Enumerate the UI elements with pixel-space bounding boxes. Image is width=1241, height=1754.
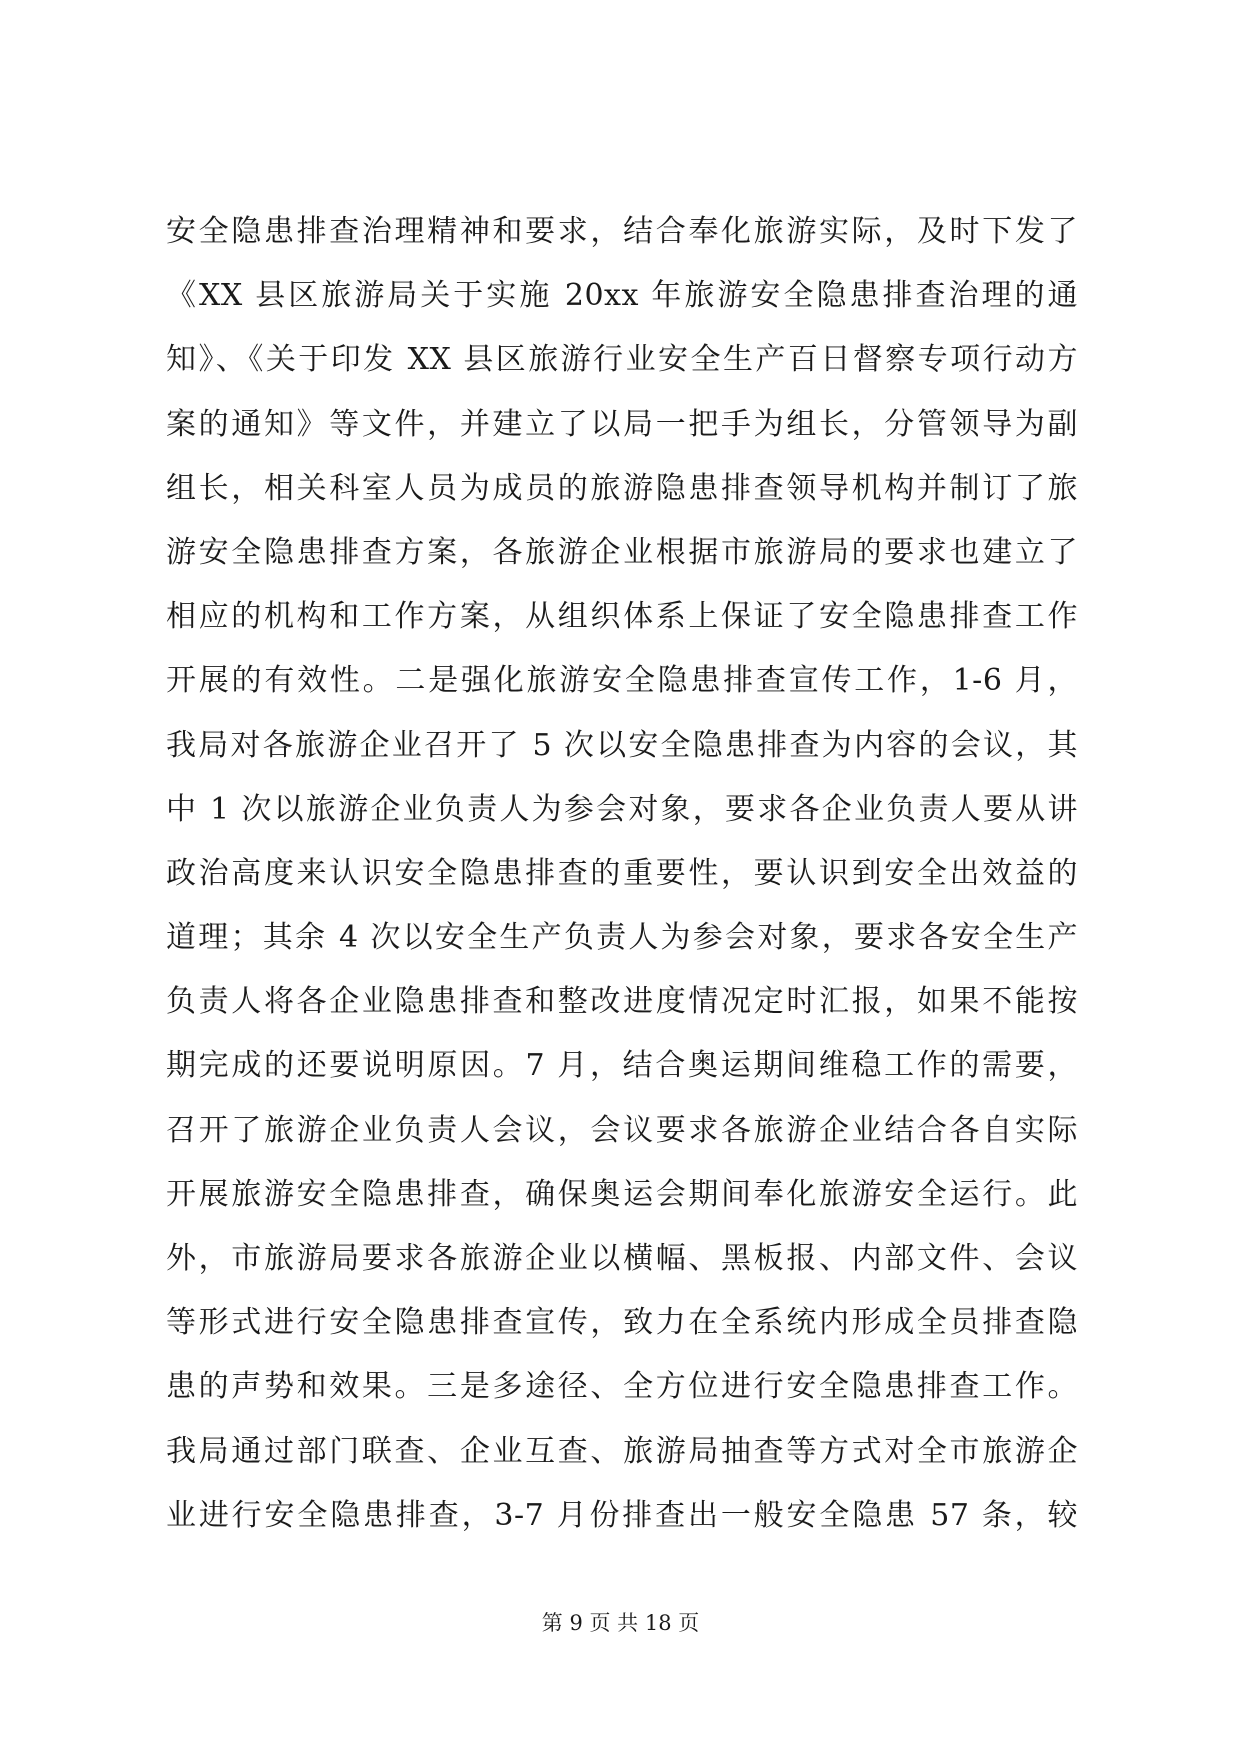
- text-line: 我局通过部门联查、企业互查、旅游局抽查等方式对全市旅游企: [166, 1433, 1078, 1469]
- text-line: 我局对各旅游企业召开了 5 次以安全隐患排查为内容的会议，其: [166, 727, 1078, 763]
- text-line: 等形式进行安全隐患排查宣传，致力在全系统内形成全员排查隐: [166, 1305, 1078, 1341]
- text-line: 相应的机构和工作方案，从组织体系上保证了安全隐患排查工作: [166, 599, 1078, 635]
- text-line: 中 1 次以旅游企业负责人为参会对象，要求各企业负责人要从讲: [166, 791, 1078, 827]
- text-line: 业进行安全隐患排查，3-7 月份排查出一般安全隐患 57 条，较: [166, 1497, 1078, 1533]
- text-line: 游安全隐患排查方案，各旅游企业根据市旅游局的要求也建立了: [166, 534, 1078, 570]
- text-line: 外，市旅游局要求各旅游企业以横幅、黑板报、内部文件、会议: [166, 1241, 1078, 1276]
- text-line: 知》、《关于印发 XX 县区旅游行业安全生产百日督察专项行动方: [166, 342, 1078, 378]
- text-line: 政治高度来认识安全隐患排查的重要性，要认识到安全出效益的: [166, 855, 1078, 891]
- text-line: 《XX 县区旅游局关于实施 20xx 年旅游安全隐患排查治理的通: [166, 278, 1078, 314]
- body-text: [166, 200, 1078, 1548]
- text-line: 开展旅游安全隐患排查，确保奥运会期间奉化旅游安全运行。此: [166, 1176, 1078, 1212]
- text-line: 组长，相关科室人员为成员的旅游隐患排查领导机构并制订了旅: [166, 470, 1078, 506]
- text-line: 负责人将各企业隐患排查和整改进度情况定时汇报，如果不能按: [166, 984, 1078, 1020]
- text-line: 召开了旅游企业负责人会议，会议要求各旅游企业结合各自实际: [166, 1112, 1078, 1148]
- page-number-footer: 第 9 页 共 18 页: [541, 1611, 700, 1635]
- text-line: 开展的有效性。二是强化旅游安全隐患排查宣传工作，1-6 月，: [166, 663, 1078, 699]
- text-line: 案的通知》等文件，并建立了以局一把手为组长，分管领导为副: [166, 406, 1078, 442]
- text-line: 患的声势和效果。三是多途径、全方位进行安全隐患排查工作。: [166, 1369, 1078, 1405]
- text-line: 期完成的还要说明原因。7 月，结合奥运期间维稳工作的需要，: [166, 1048, 1078, 1084]
- text-line: 安全隐患排查治理精神和要求，结合奉化旅游实际，及时下发了: [166, 214, 1078, 249]
- text-line: 道理；其余 4 次以安全生产负责人为参会对象，要求各安全生产: [166, 920, 1078, 956]
